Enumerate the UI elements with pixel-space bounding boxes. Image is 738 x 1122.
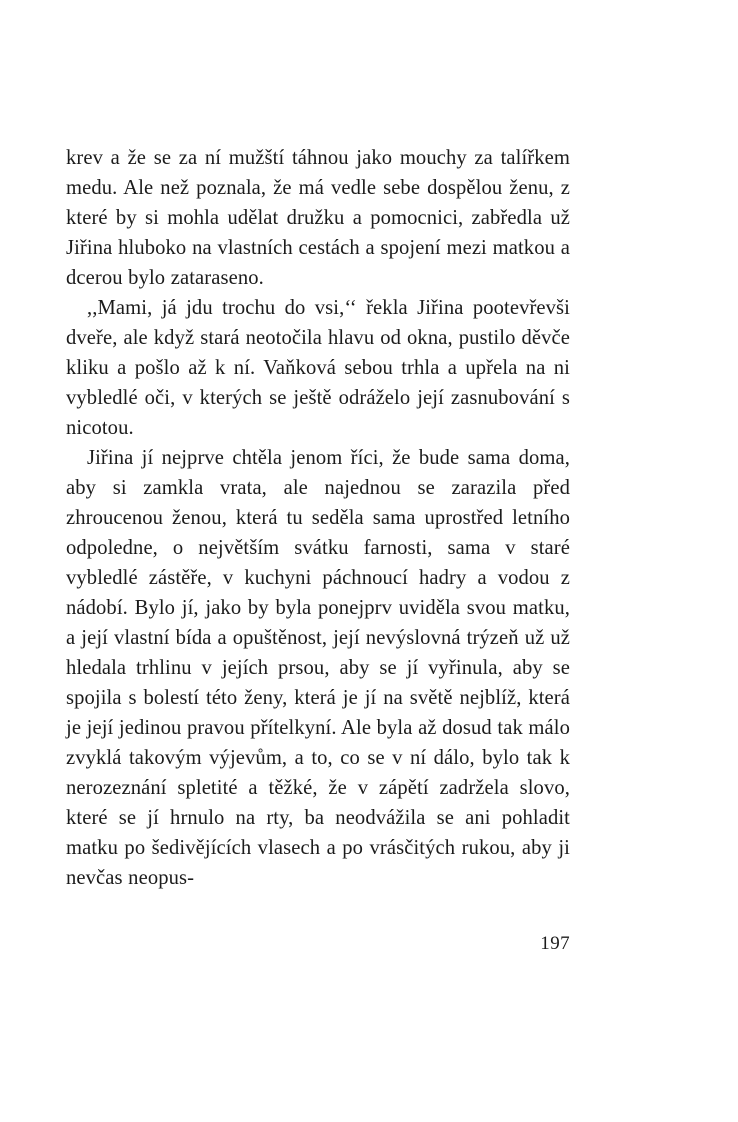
page-number: 197 [540, 933, 570, 954]
paragraph-3: Jiřina jí nejprve chtěla jenom říci, že bude sama doma, aby si zamkla vrata, ale najednou se zarazila před zhroucenou ženou, která tu seděla sama uprostřed letního odpoledne, o největším svátku farnosti, sama v staré vybledlé zástěře, v kuchyni páchnoucí hadry a vodou z nádobí. Bylo jí, jako by byla ponejprv uviděla svou matku, a její vlastní bída a opuštěnost, její nevýslovná trýzeň už už hledala trhlinu v jejích prsou, aby se jí vyřinula, aby se spojila s bolestí této ženy, která je jí na světě nejblíž, která je její jedinou pravou přítelkyní. Ale byla až dosud tak málo zvyklá takovým výjevům, a to, co se v ní dálo, bylo tak k nerozeznání spletité a těžké, že v zápětí zadržela slovo, které se jí hrnulo na rty, ba neodvážila se ani pohladit matku po šedivějících vlasech a po vrásčitých rukou, aby ji nevčas neopus- [66, 447, 570, 889]
body-text-column [66, 143, 570, 893]
paragraph-2: ,,Mami, já jdu trochu do vsi,‘‘ řekla Jiřina pootevřevši dveře, ale když stará neotočila hlavu od okna, pustilo děvče kliku a pošlo až k ní. Vaňková sebou trhla a upřela na ni vybledlé oči, v kterých se ještě odráželo její zasnubování s nicotou. [66, 297, 570, 439]
paragraph-1: krev a že se za ní mužští táhnou jako mouchy za talířkem medu. Ale než poznala, že má vedle sebe dospělou ženu, z které by si mohla udělat družku a pomocnici, zabředla už Jiřina hluboko na vlastních cestách a spojení mezi matkou a dcerou bylo zataraseno. [66, 147, 570, 289]
